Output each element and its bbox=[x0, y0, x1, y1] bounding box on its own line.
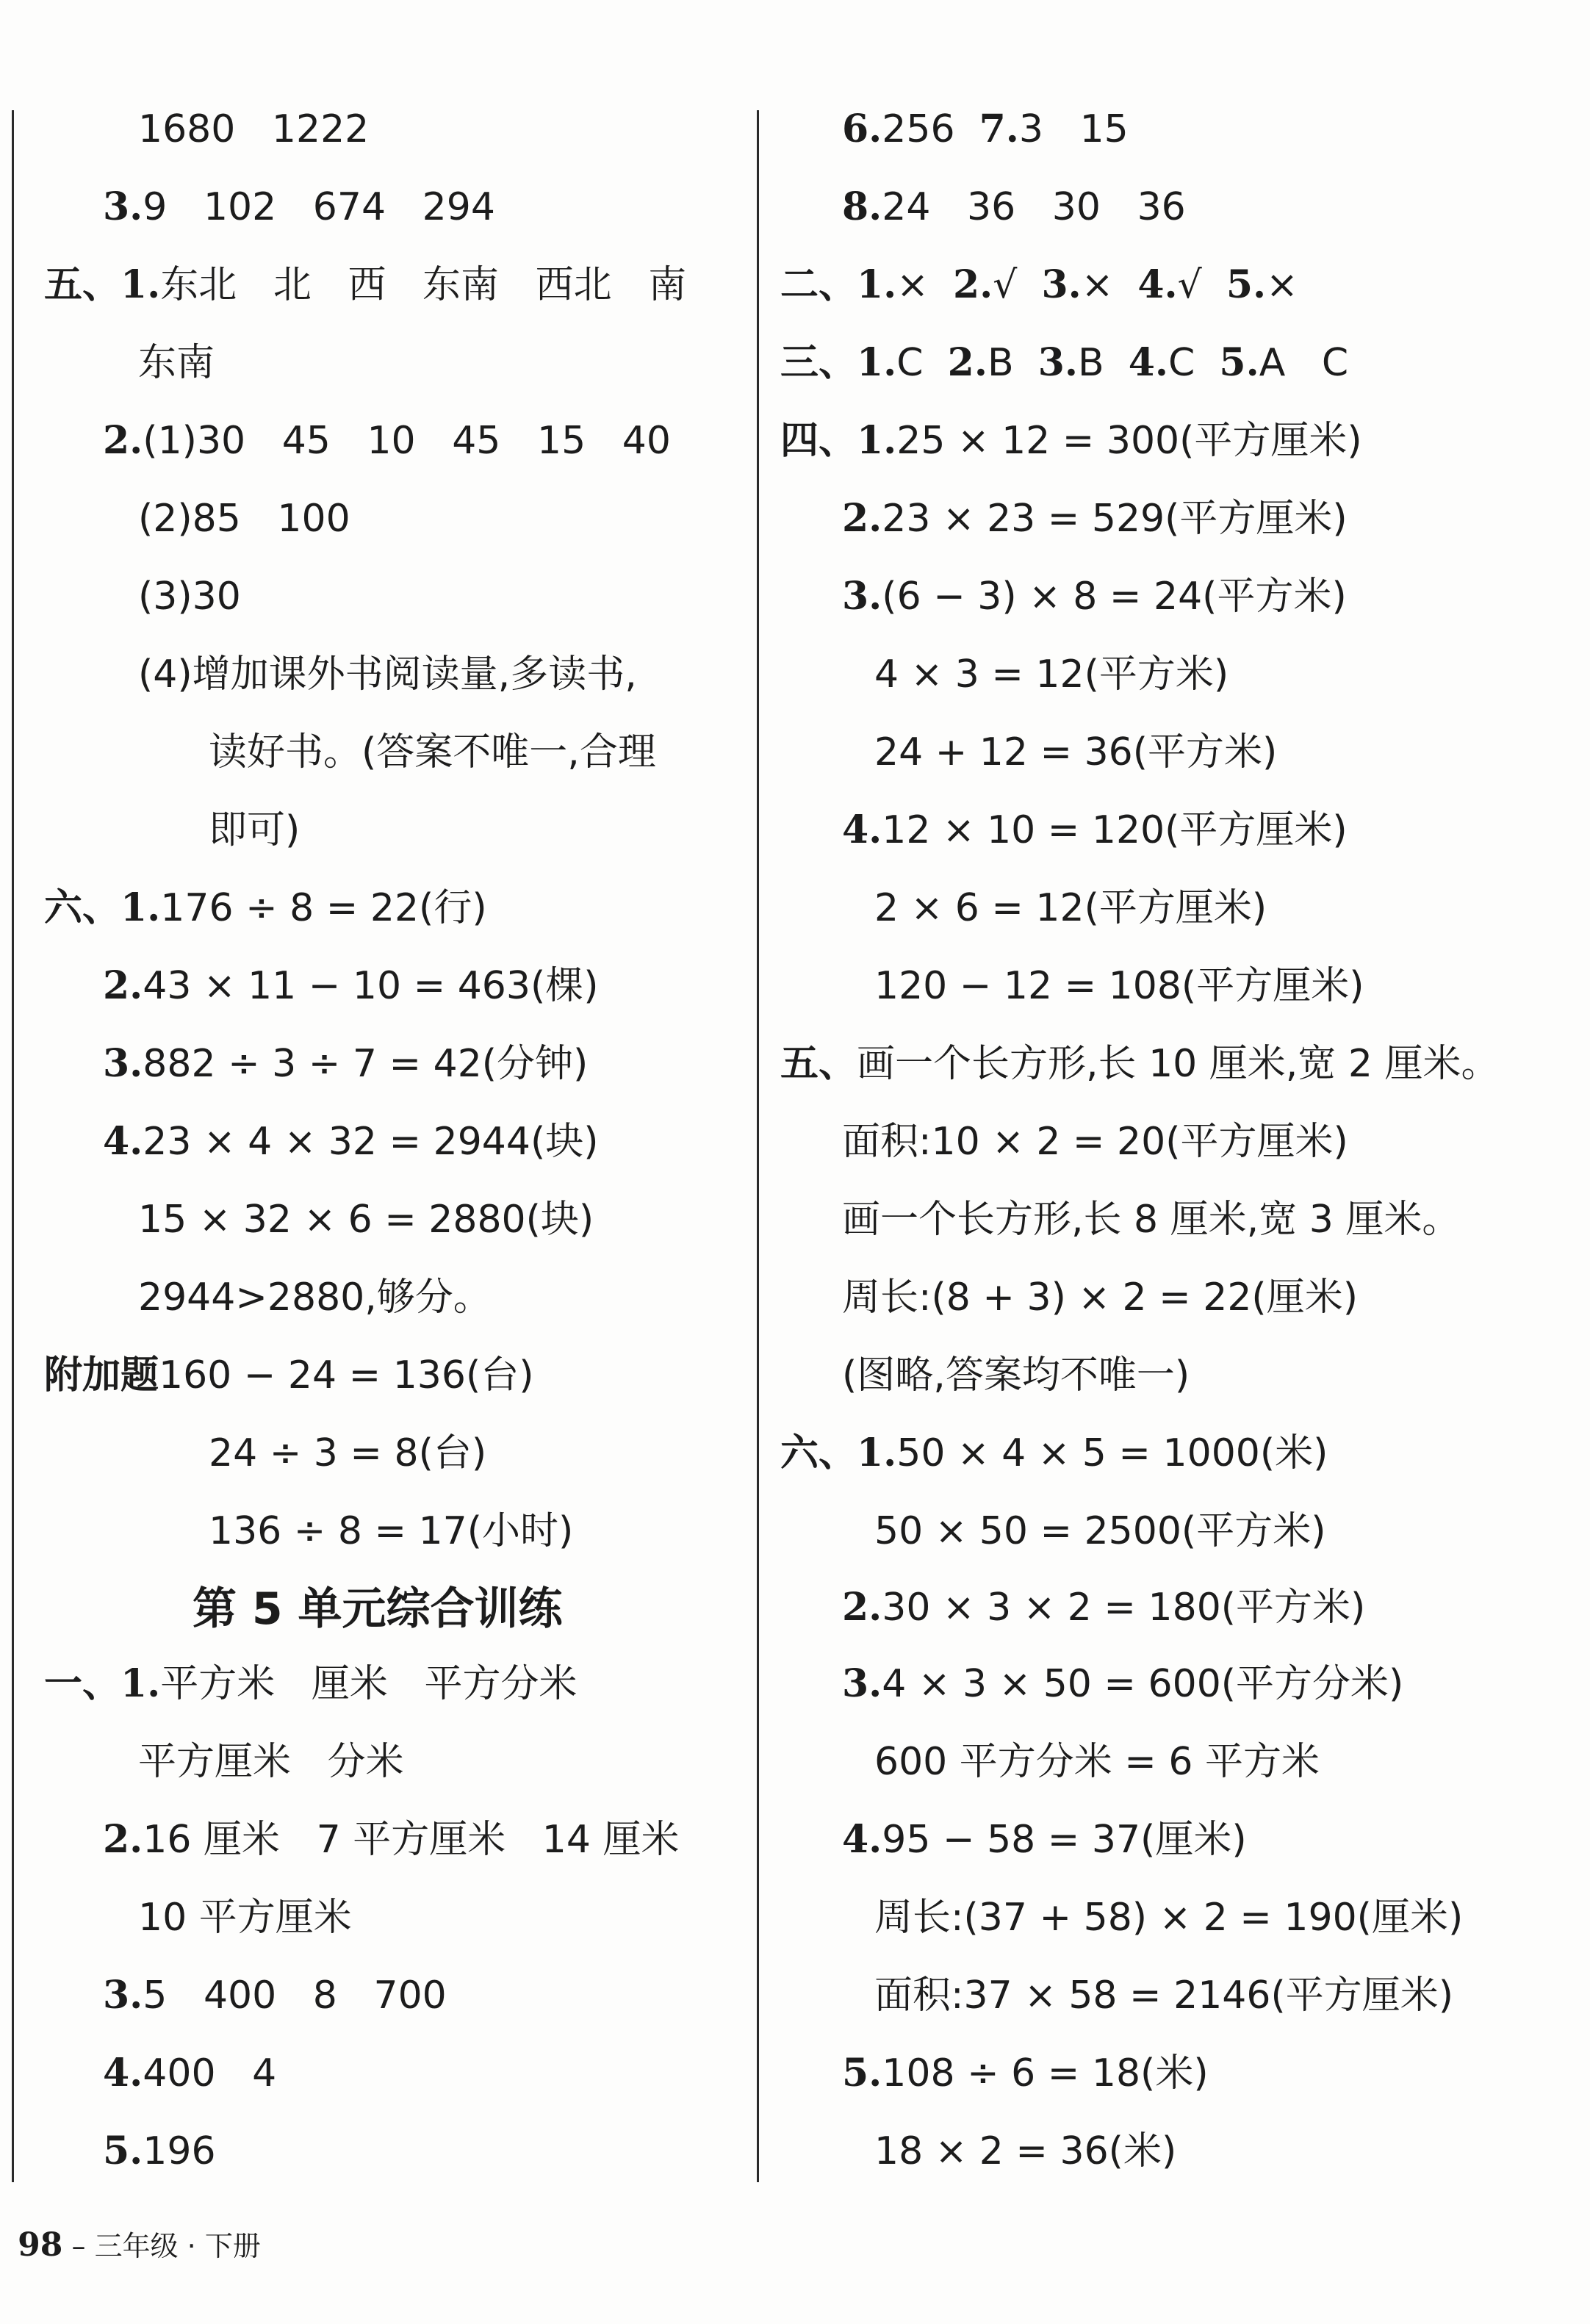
item-number: 4. bbox=[103, 2051, 143, 2095]
answer-text: 50 × 50 = 2500(平方米) bbox=[874, 1509, 1326, 1553]
answer-text: √ bbox=[1177, 263, 1226, 307]
answer-text: 600 平方分米 = 6 平方米 bbox=[874, 1740, 1320, 1784]
answer-text: 400 4 bbox=[143, 2051, 277, 2095]
item-number: 4. bbox=[842, 807, 882, 852]
right-line bbox=[874, 2125, 1176, 2178]
item-number: 3. bbox=[103, 184, 143, 229]
item-number: 4. bbox=[1128, 340, 1169, 385]
item-number: 2. bbox=[947, 340, 988, 385]
column-divider bbox=[757, 110, 759, 2182]
answer-text: 23 × 23 = 529(平方厘米) bbox=[882, 497, 1348, 541]
right-line bbox=[842, 1581, 1365, 1634]
answer-text: 95 − 58 = 37(厘米) bbox=[882, 1818, 1247, 1862]
answer-text: 176 ÷ 8 = 22(行) bbox=[160, 886, 487, 930]
right-line bbox=[874, 960, 1364, 1012]
answer-text: 16 厘米 7 平方厘米 14 厘米 bbox=[143, 1818, 680, 1862]
answer-text: 2944>2880,够分。 bbox=[138, 1276, 492, 1320]
left-line bbox=[138, 492, 350, 545]
right-line bbox=[874, 1505, 1326, 1558]
left-line bbox=[103, 414, 671, 467]
answer-text: 平方米 厘米 平方分米 bbox=[160, 1662, 578, 1706]
answer-text: 24 36 30 36 bbox=[882, 185, 1186, 229]
right-line bbox=[874, 882, 1267, 935]
answer-text: 24 + 12 = 36(平方米) bbox=[874, 730, 1278, 774]
item-number: 2. bbox=[103, 1817, 143, 1862]
right-line bbox=[842, 181, 1186, 234]
answer-text: 面积:10 × 2 = 20(平方厘米) bbox=[842, 1120, 1348, 1164]
answer-text: 25 × 12 = 300(平方厘米) bbox=[896, 419, 1362, 463]
answer-text: 画一个长方形,长 8 厘米,宽 3 厘米。 bbox=[842, 1198, 1461, 1242]
left-line bbox=[138, 648, 637, 701]
answer-text: × bbox=[1266, 263, 1298, 307]
left-line bbox=[103, 1813, 679, 1866]
page-number: 98 bbox=[18, 2226, 63, 2264]
item-number: 六、1. bbox=[780, 1431, 897, 1475]
item-number: 4. bbox=[1137, 262, 1178, 307]
left-line bbox=[44, 1349, 534, 1402]
answer-text: B bbox=[1078, 341, 1129, 385]
right-line bbox=[874, 1735, 1320, 1788]
answer-text: (2)85 100 bbox=[138, 497, 350, 541]
item-number: 3. bbox=[103, 1041, 143, 1086]
answer-text: 2 × 6 = 12(平方厘米) bbox=[874, 886, 1267, 930]
item-number: 五、1. bbox=[44, 262, 161, 307]
answer-text: 18 × 2 = 36(米) bbox=[874, 2129, 1177, 2173]
item-number: 4. bbox=[842, 1817, 882, 1862]
item-number: 六、1. bbox=[44, 885, 161, 930]
right-line bbox=[874, 1969, 1453, 2022]
item-number: 一、1. bbox=[44, 1661, 161, 1706]
right-line bbox=[842, 1193, 1460, 1246]
answer-text: 5 400 8 700 bbox=[143, 1974, 447, 2018]
right-line bbox=[842, 492, 1348, 545]
answer-text: 4 × 3 = 12(平方米) bbox=[874, 652, 1229, 697]
answer-text: 即可) bbox=[209, 808, 301, 852]
answer-text: B bbox=[987, 341, 1038, 385]
left-line bbox=[138, 1193, 594, 1246]
item-number: 5. bbox=[1226, 262, 1267, 307]
left-line bbox=[103, 181, 495, 234]
answer-text: × bbox=[1081, 263, 1138, 307]
answer-text: 3 15 bbox=[1018, 107, 1129, 151]
left-line bbox=[44, 882, 487, 935]
answer-text: × bbox=[896, 263, 953, 307]
right-line bbox=[842, 1813, 1247, 1866]
left-line bbox=[138, 570, 241, 623]
answer-text: (图略,答案均不唯一) bbox=[842, 1353, 1190, 1397]
right-line bbox=[780, 414, 1362, 467]
right-line bbox=[780, 337, 1348, 389]
answer-text: 周长:(37 + 58) × 2 = 190(厘米) bbox=[874, 1896, 1464, 1940]
item-number: 8. bbox=[842, 184, 882, 229]
answer-text: C bbox=[896, 341, 948, 385]
answer-text: 周长:(8 + 3) × 2 = 22(厘米) bbox=[842, 1276, 1358, 1320]
answer-text: 23 × 4 × 32 = 2944(块) bbox=[143, 1120, 599, 1164]
item-number: 3. bbox=[842, 1661, 882, 1706]
answer-text: 43 × 11 − 10 = 463(棵) bbox=[143, 964, 599, 1008]
right-line bbox=[842, 804, 1348, 857]
left-line bbox=[103, 2125, 216, 2178]
page-footer bbox=[0, 2191, 261, 2264]
answer-text: √ bbox=[993, 263, 1042, 307]
answer-text: 50 × 4 × 5 = 1000(米) bbox=[896, 1431, 1328, 1475]
left-line bbox=[209, 726, 656, 779]
item-number: 3. bbox=[103, 1973, 143, 2018]
answer-text: 东北 北 西 东南 西北 南 bbox=[160, 263, 687, 307]
answer-text: A C bbox=[1259, 341, 1349, 385]
left-line bbox=[44, 1658, 577, 1710]
answer-text: C bbox=[1168, 341, 1220, 385]
answer-text: 136 ÷ 8 = 17(小时) bbox=[209, 1509, 574, 1553]
answer-text: (6 − 3) × 8 = 24(平方米) bbox=[882, 575, 1347, 619]
answer-text: 10 平方厘米 bbox=[138, 1896, 352, 1940]
item-number: 5. bbox=[103, 2129, 143, 2173]
item-number: 2. bbox=[842, 496, 882, 541]
right-line bbox=[842, 1115, 1348, 1168]
item-number: 5. bbox=[842, 2051, 882, 2095]
right-line bbox=[842, 2047, 1209, 2100]
item-number: 2. bbox=[103, 418, 143, 463]
answer-text: 120 − 12 = 108(平方厘米) bbox=[874, 964, 1364, 1008]
left-line bbox=[209, 1427, 486, 1480]
left-line bbox=[138, 337, 215, 389]
item-number: 四、1. bbox=[780, 418, 897, 463]
right-line bbox=[842, 1658, 1403, 1710]
item-number: 3. bbox=[842, 574, 882, 619]
item-number: 三、1. bbox=[780, 340, 897, 385]
item-number: 2. bbox=[842, 1585, 882, 1630]
answer-text: 160 − 24 = 136(台) bbox=[159, 1353, 534, 1397]
left-line bbox=[103, 960, 599, 1012]
item-number: 7. bbox=[979, 107, 1019, 151]
section-title: 第 5 单元综合训练 bbox=[193, 1583, 563, 1635]
answer-text: 15 × 32 × 6 = 2880(块) bbox=[138, 1198, 594, 1242]
item-number: 2. bbox=[103, 963, 143, 1008]
item-number: 附加题 bbox=[44, 1353, 159, 1397]
right-line bbox=[780, 1037, 1499, 1090]
answer-text: 4 × 3 × 50 = 600(平方分米) bbox=[882, 1662, 1404, 1706]
left-line bbox=[138, 103, 369, 156]
item-number: 2. bbox=[952, 262, 993, 307]
answer-text: 平方厘米 分米 bbox=[138, 1740, 404, 1784]
item-number: 二、1. bbox=[780, 262, 897, 307]
left-line bbox=[103, 2047, 276, 2100]
left-line bbox=[138, 1891, 352, 1944]
right-line bbox=[874, 1891, 1463, 1944]
left-line bbox=[44, 259, 686, 312]
left-line bbox=[103, 1969, 447, 2022]
left-line bbox=[138, 1271, 492, 1324]
item-number: 6. bbox=[842, 107, 882, 151]
answer-text: 882 ÷ 3 ÷ 7 = 42(分钟) bbox=[143, 1042, 589, 1086]
answer-text: 256 bbox=[882, 107, 979, 151]
item-number: 4. bbox=[103, 1119, 143, 1164]
answer-text: 东南 bbox=[138, 341, 215, 385]
left-line bbox=[209, 804, 300, 857]
answer-text: 196 bbox=[143, 2129, 216, 2173]
right-line bbox=[842, 1349, 1190, 1402]
answer-text: 9 102 674 294 bbox=[143, 185, 495, 229]
right-line bbox=[780, 259, 1298, 312]
grade-label: 三年级 · 下册 bbox=[94, 2230, 261, 2262]
answer-text: 12 × 10 = 120(平方厘米) bbox=[882, 808, 1348, 852]
right-line bbox=[842, 103, 1129, 156]
answer-text: 108 ÷ 6 = 18(米) bbox=[882, 2051, 1209, 2095]
left-line bbox=[103, 1037, 588, 1090]
answer-text: (1)30 45 10 45 15 40 bbox=[143, 419, 671, 463]
item-number: 3. bbox=[1037, 340, 1078, 385]
left-line bbox=[209, 1505, 573, 1558]
answer-text: (3)30 bbox=[138, 575, 241, 619]
answer-text: 1680 1222 bbox=[138, 107, 370, 151]
item-number: 3. bbox=[1041, 262, 1082, 307]
right-line bbox=[842, 570, 1347, 623]
right-line bbox=[780, 1427, 1328, 1480]
answer-text: 画一个长方形,长 10 厘米,宽 2 厘米。 bbox=[857, 1042, 1500, 1086]
right-line bbox=[874, 648, 1229, 701]
left-line bbox=[103, 1115, 599, 1168]
item-number: 5. bbox=[1219, 340, 1259, 385]
right-line bbox=[874, 726, 1277, 779]
answer-text: 面积:37 × 58 = 2146(平方厘米) bbox=[874, 1974, 1454, 2018]
answer-text: 读好书。(答案不唯一,合理 bbox=[209, 730, 656, 774]
answer-text: 30 × 3 × 2 = 180(平方米) bbox=[882, 1586, 1366, 1630]
left-margin-rule bbox=[12, 110, 14, 2182]
left-line bbox=[138, 1735, 404, 1788]
item-number: 五、 bbox=[780, 1041, 857, 1086]
right-line bbox=[842, 1271, 1358, 1324]
answer-text: (4)增加课外书阅读量,多读书, bbox=[138, 652, 637, 697]
footer-dash: – bbox=[62, 2230, 95, 2262]
answer-text: 24 ÷ 3 = 8(台) bbox=[209, 1431, 487, 1475]
